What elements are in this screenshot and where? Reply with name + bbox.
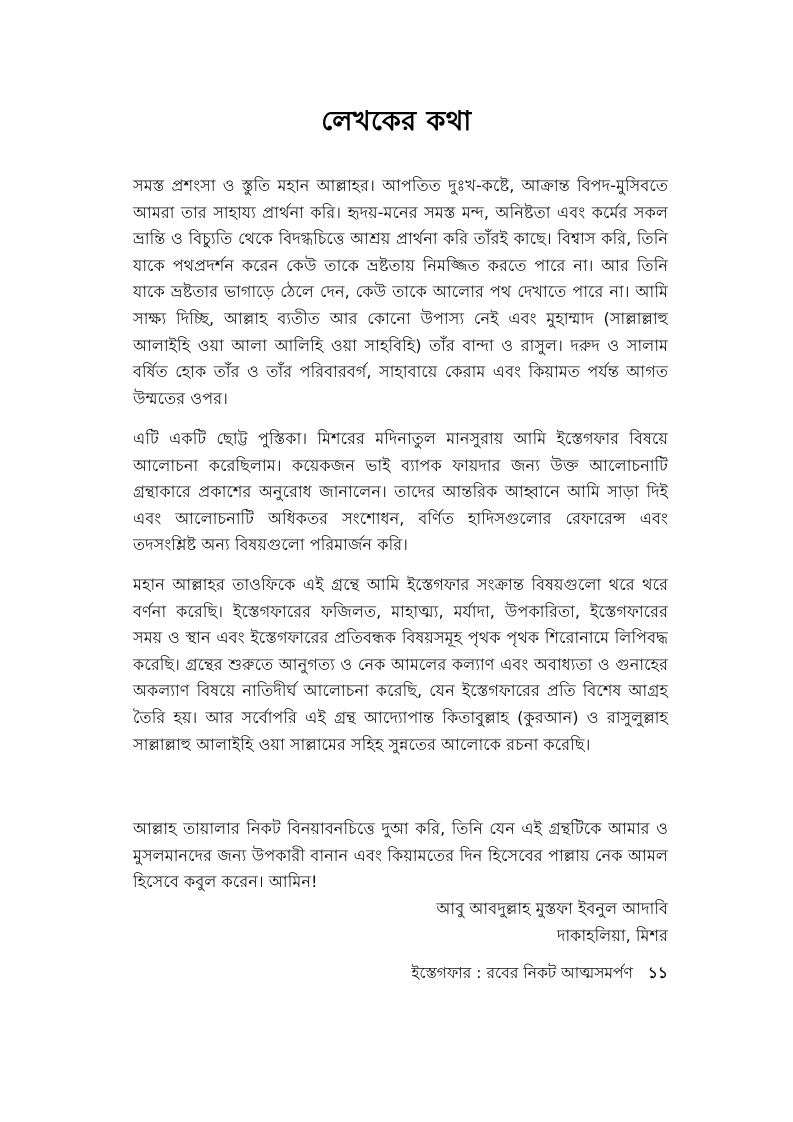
author-name: আবু আবদুল্লাহ মুস্তফা ইবনুল আদাবি	[436, 899, 668, 918]
footer-subtitle: রবের নিকট আত্মসমর্পণ	[486, 964, 633, 982]
footer-separator: :	[476, 964, 482, 982]
page-number: ১১	[647, 964, 668, 982]
running-footer	[411, 960, 668, 986]
author-place: দাকাহলিয়া, মিশর	[556, 926, 668, 945]
paragraph-praise: সমস্ত প্রশংসা ও স্তুতি মহান আল্লাহর। আপতিত দুঃখ-কষ্টে, আক্রান্ত বিপদ-মুসিবতে আমরা তার সাহায্য প্রার্থনা করি। হৃদয়-মনের সমস্ত মন্দ, অনিষ্টতা এবং কর্মের সকল ভ্রান্তি ও বিচ্যুতি থেকে বিদগ্ধচিত্তে আশ্রয় প্রার্থনা করি তাঁরই কাছে। বিশ্বাস করি, তিনি যাকে পথপ্রদর্শন করেন কেউ তাকে ভ্রষ্টতায় নিমজ্জিত করতে পারে না। আর তিনি যাকে ভ্রষ্টতার ভাগাড়ে ঠেলে দেন, কেউ তাকে আলোর পথ দেখাতে পারে না। আমি সাক্ষ্য দিচ্ছি, আল্লাহ ব্যতীত আর কোনো উপাস্য নেই এবং মুহাম্মাদ (সাল্লাল্লাহু আলাইহি ওয়া আলা আলিহি ওয়া সাহবিহি) তাঁর বান্দা ও রাসুল। দরুদ ও সালাম বর্ষিত হোক তাঁর ও তাঁর পরিবারবর্গ, সাহাবায়ে কেরাম এবং কিয়ামত পর্যন্ত আগত উম্মতের ওপর।	[133, 176, 668, 408]
page-title: লেখকের কথা	[321, 106, 472, 137]
paragraph-contents: মহান আল্লাহর তাওফিকে এই গ্রন্থে আমি ইস্তেগফার সংক্রান্ত বিষয়গুলো থরে থরে বর্ণনা করেছি। ইস্তেগফারের ফজিলত, মাহাত্ম্য, মর্যাদা, উপকারিতা, ইস্তেগফারের সময় ও স্থান এবং ইস্তেগফারের প্রতিবন্ধক বিষয়সমূহ পৃথক পৃথক শিরোনামে লিপিবদ্ধ করেছি। গ্রন্থের শুরুতে আনুগত্য ও নেক আমলের কল্যাণ এবং অবাধ্যতা ও গুনাহের অকল্যাণ বিষয়ে নাতিদীর্ঘ আলোচনা করেছি, যেন ইস্তেগফারের প্রতি বিশেষ আগ্রহ তৈরি হয়। আর সর্বোপরি এই গ্রন্থ আদ্যোপান্ত কিতাবুল্লাহ (কুরআন) ও রাসুলুল্লাহ সাল্লাল্লাহু আলাইহি ওয়া সাল্লামের সহিহ সুন্নতের আলোকে রচনা করেছি।	[133, 575, 668, 754]
paragraph-origin: এটি একটি ছোট্ট পুস্তিকা। মিশরের মদিনাতুল মানসুরায় আমি ইস্তেগফার বিষয়ে আলোচনা করেছিলাম। কয়েকজন ভাই ব্যাপক ফায়দার জন্য উক্ত আলোচনাটি গ্রন্থাকারে প্রকাশের অনুরোধ জানালেন। তাদের আন্তরিক আহ্বানে আমি সাড়া দিই এবং আলোচনাটি অধিকতর সংশোধন, বর্ণিত হাদিসগুলোর রেফারেন্স এবং তদসংশ্লিষ্ট অন্য বিষয়গুলো পরিমার্জন করি।	[133, 429, 668, 555]
footer-book-title: ইস্তেগফার	[411, 964, 472, 982]
paragraph-dua: আল্লাহ তায়ালার নিকট বিনয়াবনচিত্তে দুআ করি, তিনি যেন এই গ্রন্থটিকে আমার ও মুসলমানদের জন্য উপকারী বানান এবং কিয়ামতের দিন হিসেবের পাল্লায় নেক আমল হিসেবে কবুল করেন। আমিন!	[133, 819, 668, 892]
